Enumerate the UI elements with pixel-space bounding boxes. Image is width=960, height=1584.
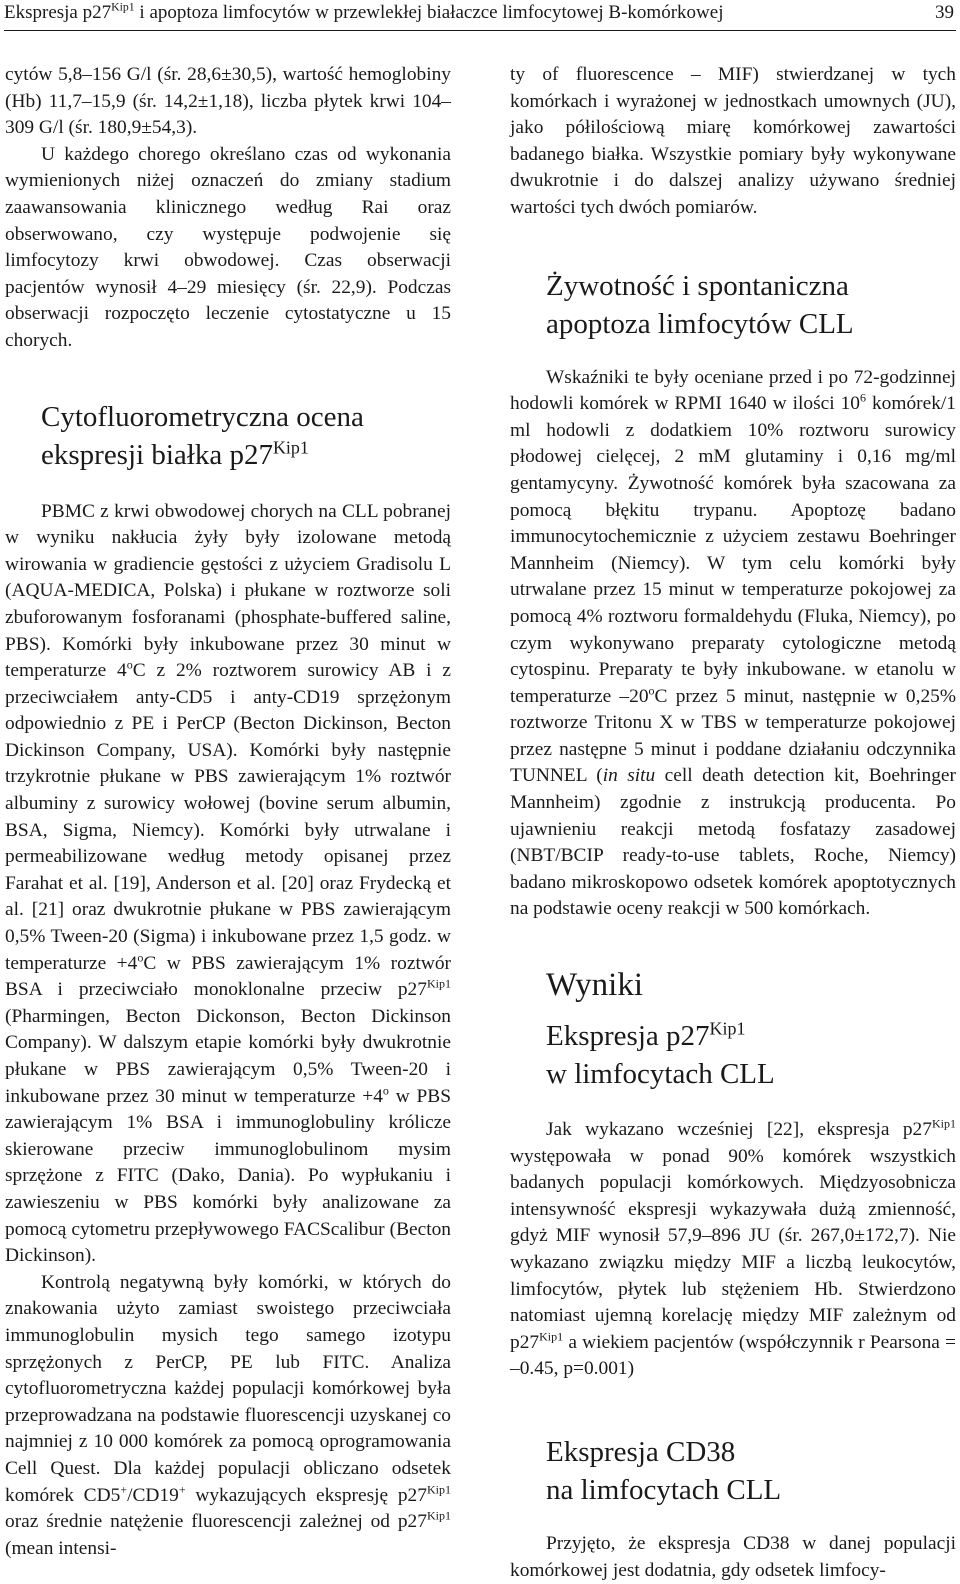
section-heading-cytofluorometry: Cytofluorometryczna ocena ekspresji białka $p27^{Kip1}$ [41,400,364,471]
paragraph-viability-method: Wskaźniki te były oceniane przed i po 72-godzinnej hodowli komórek w RPMI 1640 w ilości $10^6$ komórek/1 ml hodowli z dodatkiem 10% roztworu surowicy płodowej cielęcej, 2 mM glutaminy i 0,16 mg/ml gentamycyny. Żywotność komórek była szacowana za pomocą błękitu trypanu. Apoptozę badano immunocytochemicznie z użyciem zestawu Boehringer Mannheim (Niemcy). W tym celu komórki były utrwalane przez 15 minut w temperaturze pokojowej za pomocą 4% roztworu formaldehydu (Fluka, Niemcy), po czym wykonywano preparaty cytologiczne metodą cytospinu. Preparaty te były inkubowane. w etanolu w temperaturze –20$^o$C przez 5 minut, następnie w 0,25% roztworze Tritonu X w TBS w temperaturze pokojowej przez następne 5 minut i poddane działaniu odczynnika TUNNEL (in situ cell death detection kit, Boehringer Mannheim) zgodnie z instrukcją producenta. Po ujawnieniu reakcji metodą fosfatazy zasadowej (NBT/BCIP ready-to-use tablets, Roche, Niemcy) badano mikroskopowo odsetek komórek apoptotycznych na podstawie oceny reakcji w 500 komórkach. [510,366,956,920]
section-heading-results: Wyniki [546,967,644,1004]
running-head [4,0,956,31]
paragraph-mif-continuation: ty of fluorescence – MIF) stwierdzanej w tych komórkach i wyrażonej w jednostkach umownych (JU), jako półilościową miarę komórkowej zawartości badanego białka. Wszystkie pomiary były wykonywane dwukrotnie i do dalszej analizy używano średniej wartości tych dwóch pomiarów. [510,64,956,218]
subsection-heading-p27-expression: Ekspresja $p27^{Kip1}$ w limfocytach CLL [546,1018,775,1091]
left-column [5,62,451,1562]
paragraph-cd38-definition: Przyjęto, że ekspresja CD38 w danej populacji komórkowej jest dodatnia, gdy odsetek limfocy- [510,1532,956,1581]
paragraph-observation-time: U każdego chorego określano czas od wykonania wymienionych niżej oznaczeń do zmiany stadium zaawansowania klinicznego według Rai oraz obserwowano, czy występuje podwojenie się limfocytozy krwi obwodowej. Czas obserwacji pacjentów wynosił 4–29 miesięcy (śr. 22,9). Podczas obserwacji rozpoczęto leczenie cytostatyczne u 15 chorych. [5,143,451,351]
page-number: 39 [935,2,954,23]
paragraph-p27-results: Jak wykazano wcześniej [22], ekspresja $p27^{Kip1}$ występowała w ponad 90% komórek wszystkich badanych populacji komórkowych. Międzyosobnicza intensywność ekspresji wykazywała dużą zmienność, gdyż MIF wynosił 57,9–896 JU (śr. 267,0±172,7). Nie wykazano związku między MIF a liczbą leukocytów, limfocytów, płytek lub stężeniem Hb. Stwierdzono natomiast ujemną korelację między MIF zależnym od $p27^{Kip1}$ a wiekiem pacjentów (współczynnik r Pearsona = –0.45, p=0.001) [510,1116,956,1380]
running-title: Ekspresja $p27^{Kip1}$ i apoptoza limfocytów w przewlekłej białaczce limfocytowej B-komórkowej [4,0,724,23]
paragraph-pbmc-method: PBMC z krwi obwodowej chorych na CLL pobranej w wyniku nakłucia żyły były izolowane metodą wirowania w gradiencie gęstości z użyciem Gradisolu L (AQUA-MEDICA, Polska) i płukane w roztworze soli zbuforowanym fosforanami (phosphate-buffered saline, PBS). Komórki były inkubowane przez 30 minut w temperaturze 4$^o$C z 2% roztworem surowicy AB i z przeciwciałem anty-CD5 i anty-CD19 sprzężonym odpowiednio z PE i PerCP (Becton Dickinson, Becton Dickinson Company, USA). Komórki były następnie trzykrotnie płukane w PBS zawierającym 1% roztwór albuminy z surowicy wołowej (bovine serum albumin, BSA, Sigma, Niemcy). Komórki były utrwalane i permeabilizowane według metody opisanej przez Farahat et al. [19], Anderson et al. [20] oraz Frydecką et al. [21] oraz dwukrotnie płukane w PBS zawierającym 0,5% Tween-20 (Sigma) i inkubowane przez 1,5 godz. w temperaturze $+4^oC$ w PBS zawierającym 1% roztwór BSA i przeciwciało monoklonalne przeciw $p27^{Kip1}$ (Pharmingen, Becton Dickonson, Becton Dickinson Company). W dalszym etapie komórki były dwukrotnie płukane w PBS zawierającym 0,5% Tween-20 i inkubowane przez 30 minut w temperaturze $+4^o$ w PBS zawierającym 1% BSA i immunoglobuliny królicze skierowane przeciw immunoglobulinom mysim sprzężone z FITC (Dako, Dania). Po wypłukaniu i zawieszeniu w PBS komórki były analizowane za pomocą cytometru przepływowego FACScalibur (Becton Dickinson). [5,500,451,1267]
right-column [510,62,956,1584]
paragraph-negative-control: Kontrolą negatywną były komórki, w których do znakowania użyto zamiast swoistego przeciwciała immunoglobulin mysich tego samego izotypu sprzężonych z PerCP, PE lub FITC. Analiza cytofluorometryczna każdej populacji komórkowej była przeprowadzana na podstawie fluorescencji uzyskanej co najmniej z 10 000 komórek za pomocą oprogramowania Cell Quest. Dla każdej populacji obliczano odsetek komórek CD5+/CD19+ wykazujących ekspresję $p27^{Kip1}$ oraz średnie natężenie fluorescencji zależnej od $p27^{Kip1}$ (mean intensi- [5,1271,451,1559]
paragraph-patients-blood-values: cytów 5,8–156 G/l (śr. 28,6±30,5), wartość hemoglobiny (Hb) 11,7–15,9 (śr. 14,2±1,18), liczba płytek krwi 104–309 G/l (śr. 180,9±54,3). [5,64,451,139]
subsection-heading-cd38-expression: Ekspresja CD38 na limfocytach CLL [546,1435,782,1506]
section-heading-viability-apoptosis: Żywotność i spontaniczna apoptoza limfocytów CLL [546,269,854,340]
